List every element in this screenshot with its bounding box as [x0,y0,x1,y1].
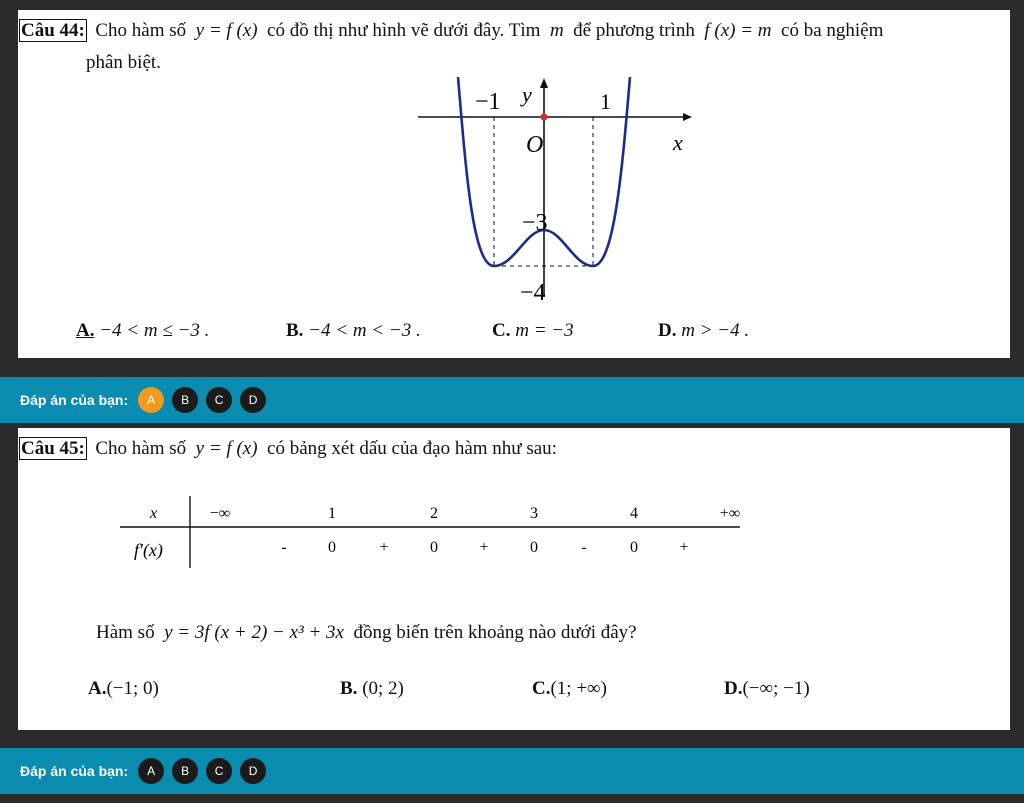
answer-d [724,678,810,700]
table-head-x: x [150,505,158,522]
label-neg4: −4 [520,280,546,306]
answer-letter: D. [658,320,677,341]
answer-text: (1; +∞) [550,678,607,699]
question-44-card [18,10,1010,358]
answer-letter: D. [724,678,743,699]
question-text: Cho hàm số [95,20,187,41]
label-neg3: −3 [522,210,548,236]
question-number: Câu 44: [21,20,85,41]
label-y: y [522,82,532,107]
zero-value: 0 [430,539,438,556]
option-b-button[interactable]: B [172,758,198,784]
question-text: có ba nghiệm [781,20,884,41]
question-45-line1 [20,438,557,460]
answer-text: (−1; 0) [106,678,159,699]
question-text: Cho hàm số [95,438,187,459]
question-text-line2: phân biệt. [86,52,161,73]
option-b-button[interactable]: B [172,387,198,413]
answer-bar-44 [0,377,1024,423]
formula: y = f (x) [195,438,258,459]
option-c-button[interactable]: C [206,758,232,784]
question-44-line1 [20,20,883,42]
function-graph [418,72,718,307]
origin-point [541,114,548,121]
label-neg1: −1 [475,89,501,115]
option-c-button[interactable]: C [206,387,232,413]
x-value: 2 [430,505,438,522]
formula: y = f (x) [195,20,258,41]
answer-text: −4 < m < −3 . [308,320,421,341]
answer-text: −4 < m ≤ −3 . [99,320,210,341]
answer-letter: B. [286,320,304,341]
x-value: 4 [630,505,638,522]
table-head-fprime: f′(x) [134,540,163,560]
formula: y = 3f (x + 2) − x³ + 3x [164,622,344,643]
option-a-button[interactable]: A [138,758,164,784]
answer-c [492,320,574,342]
question-text: để phương trình [573,20,695,41]
answer-b [340,678,404,700]
answer-letter: C. [492,320,511,341]
question-45-line2 [96,622,637,644]
sign-values [281,539,688,556]
label-x: x [673,130,683,155]
answer-letter: A. [76,320,95,341]
answer-text: (0; 2) [362,678,404,699]
answer-letter: C. [532,678,551,699]
zero-value: 0 [530,539,538,556]
x-value: −∞ [209,505,231,522]
question-45-card [18,428,1010,730]
option-a-button[interactable]: A [138,387,164,413]
sign-value: + [379,539,389,556]
x-value: 1 [328,505,336,522]
answer-c [532,678,607,700]
answer-a [88,678,159,700]
answer-d [658,320,749,342]
label-origin: O [526,132,544,158]
y-axis-arrow [540,78,548,88]
x-value: +∞ [719,505,741,522]
variable: m [549,20,564,41]
answer-a [76,320,209,342]
answer-letter: B. [340,678,358,699]
question-text: đồng biến trên khoảng nào dưới đây? [353,622,637,643]
answer-b [286,320,421,342]
option-d-button[interactable]: D [240,387,266,413]
answer-bar-45 [0,748,1024,794]
answer-text: (−∞; −1) [742,678,810,699]
question-text: có bảng xét dấu của đạo hàm như sau: [267,438,557,459]
your-answer-label: Đáp án của bạn: [20,763,129,779]
x-values [210,505,740,522]
your-answer-label: Đáp án của bạn: [20,392,129,408]
answer-text: m = −3 [515,320,574,341]
zero-value: 0 [630,539,638,556]
x-value: 3 [530,505,538,522]
sign-value: - [281,539,287,556]
zero-value: 0 [328,539,336,556]
question-text: có đồ thị như hình vẽ dưới đây. Tìm [267,20,541,41]
formula: f (x) = m [704,20,772,41]
sign-value: + [679,539,689,556]
sign-value: - [581,539,587,556]
question-number: Câu 45: [21,438,85,459]
x-axis-arrow [683,113,692,121]
question-text: Hàm số [96,622,155,643]
sign-value: + [479,539,489,556]
answer-letter: A. [88,678,107,699]
option-d-button[interactable]: D [240,758,266,784]
sign-table [118,496,758,581]
label-pos1: 1 [600,89,611,114]
answer-text: m > −4 . [681,320,750,341]
